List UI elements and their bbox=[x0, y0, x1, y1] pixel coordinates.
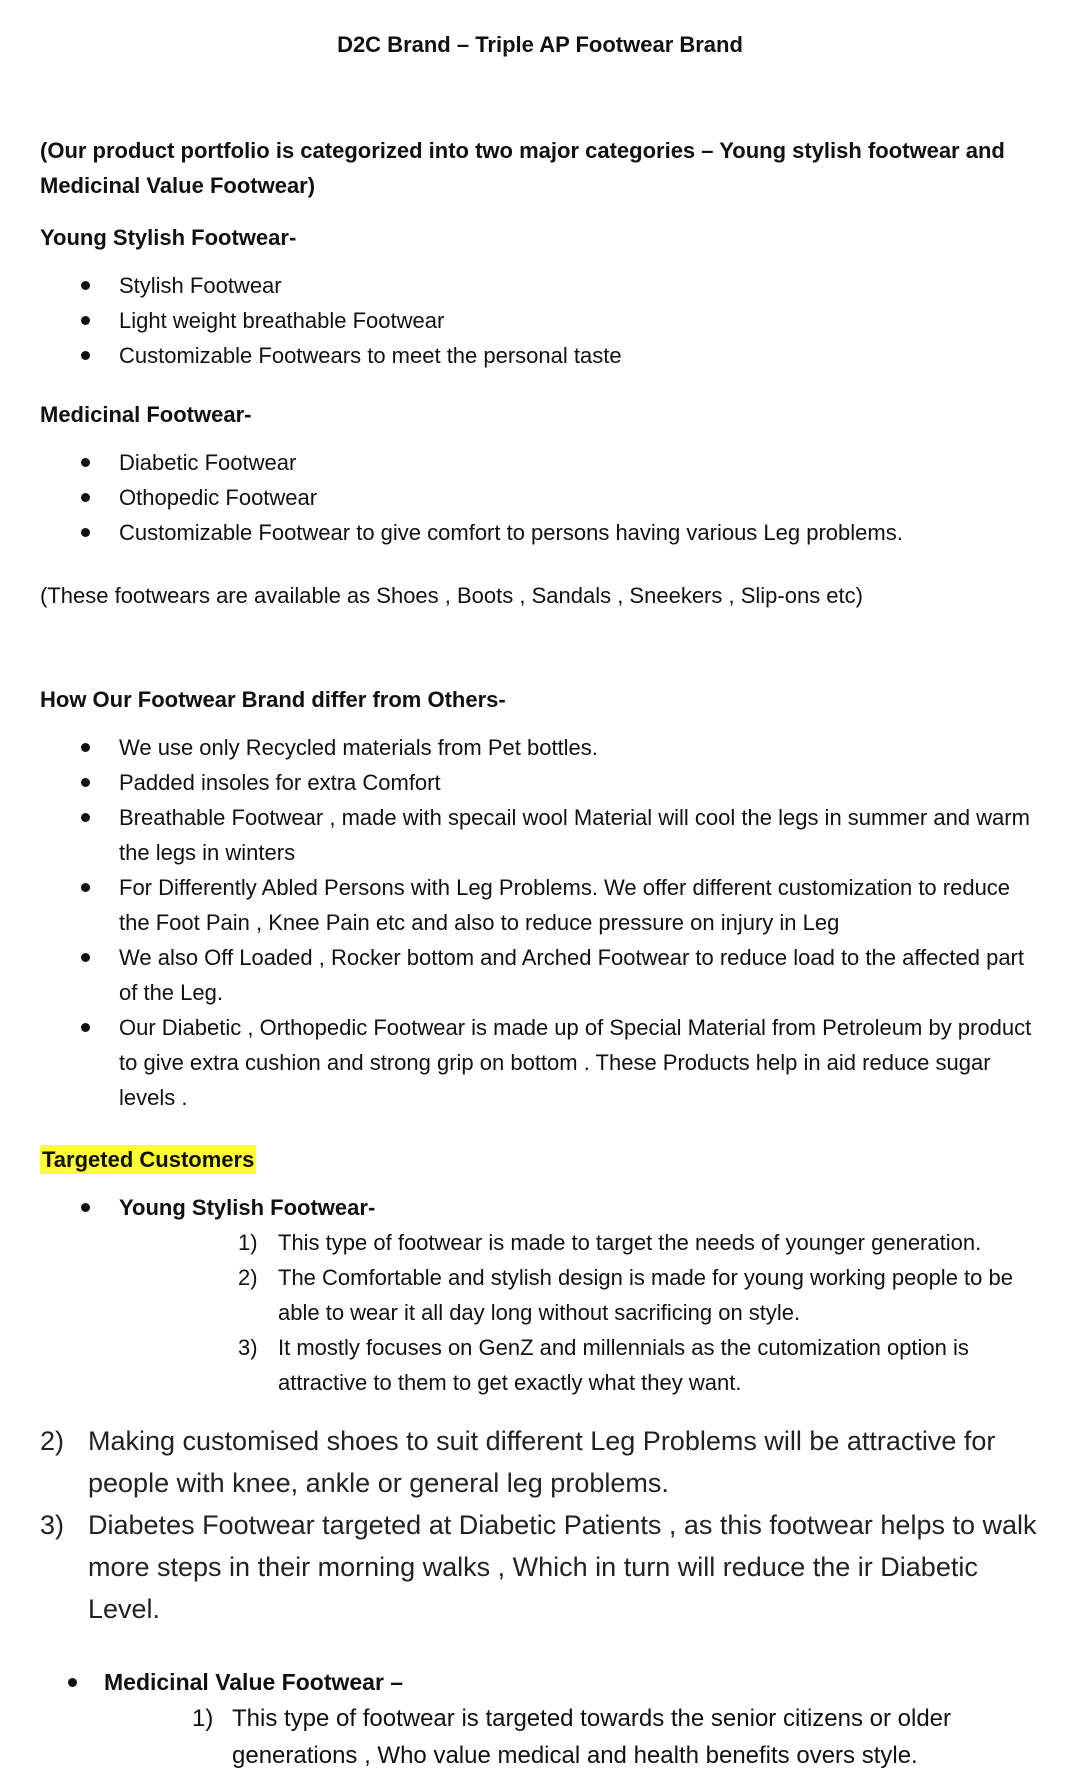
bullet-icon bbox=[81, 458, 90, 467]
list-item: Stylish Footwear bbox=[40, 268, 1040, 303]
medicinal-heading: Medicinal Footwear- bbox=[40, 402, 252, 427]
differ-heading: How Our Footwear Brand differ from Others- bbox=[40, 687, 506, 712]
document-title: D2C Brand – Triple AP Footwear Brand bbox=[337, 32, 743, 57]
bullet-icon bbox=[81, 351, 90, 360]
bullet-icon bbox=[81, 778, 90, 787]
list-item: 1) This type of footwear is made to target the needs of younger generation. bbox=[238, 1230, 982, 1255]
intro-paragraph bbox=[40, 133, 1040, 203]
young-heading: Young Stylish Footwear- bbox=[40, 225, 297, 250]
bullet-icon bbox=[81, 743, 90, 752]
list-item: For Differently Abled Persons with Leg Problems. We offer different customization to reduce the Foot Pain , Knee Pain etc and also to reduce pressure on injury in Leg bbox=[40, 870, 1040, 940]
list-item: We also Off Loaded , Rocker bottom and Arched Footwear to reduce load to the affected part of the Leg. bbox=[40, 940, 1040, 1010]
list-item: We use only Recycled materials from Pet bottles. bbox=[40, 730, 1040, 765]
young-list bbox=[40, 268, 1040, 373]
young-section bbox=[40, 223, 1040, 373]
bullet-icon bbox=[81, 1203, 90, 1212]
medicinal-targeted-section bbox=[40, 1664, 1040, 1774]
list-item: Othopedic Footwear bbox=[40, 480, 1040, 515]
medicinal-targeted-list bbox=[40, 1664, 1040, 1700]
bullet-icon bbox=[68, 1678, 77, 1687]
targeted-heading bbox=[40, 1145, 1040, 1175]
targeted-young-points bbox=[40, 1225, 1040, 1400]
list-item: Light weight breathable Footwear bbox=[40, 303, 1040, 338]
medicinal-targeted-points bbox=[40, 1700, 1040, 1774]
big-points bbox=[40, 1420, 1050, 1630]
list-item: Our Diabetic , Orthopedic Footwear is made up of Special Material from Petroleum by product to give extra cushion and strong grip on bottom . These Products help in aid reduce sugar levels . bbox=[40, 1010, 1040, 1115]
list-item: 1) This type of footwear is targeted towards the senior citizens or older generations , Who value medical and health benefits overs style. bbox=[192, 1705, 952, 1769]
list-item: Medicinal Value Footwear – bbox=[40, 1664, 1040, 1700]
differ-section bbox=[40, 685, 1040, 1115]
medicinal-list bbox=[40, 445, 1040, 550]
list-item: Young Stylish Footwear- bbox=[40, 1190, 1040, 1225]
list-item: Diabetic Footwear bbox=[40, 445, 1040, 480]
bullet-icon bbox=[81, 281, 90, 290]
big-points-list bbox=[40, 1420, 1050, 1630]
bullet-icon bbox=[81, 953, 90, 962]
differ-list bbox=[40, 730, 1040, 1115]
targeted-young-list bbox=[40, 1190, 1040, 1225]
availability-text: (These footwears are available as Shoes , Boots , Sandals , Sneekers , Slip-ons etc) bbox=[40, 583, 863, 608]
bullet-icon bbox=[81, 883, 90, 892]
highlighted-heading: Targeted Customers bbox=[42, 1147, 255, 1172]
list-item: 2) Making customised shoes to suit different Leg Problems will be attractive for people with knee, ankle or general leg problems. bbox=[40, 1426, 996, 1498]
bullet-icon bbox=[81, 528, 90, 537]
intro-text: (Our product portfolio is categorized into two major categories – Young stylish footwear and Medicinal Value Footwear) bbox=[40, 138, 1005, 198]
list-item: Customizable Footwears to meet the personal taste bbox=[40, 338, 1040, 373]
list-item: 2) The Comfortable and stylish design is made for young working people to be able to wear it all day long without sacrificing on style. bbox=[238, 1265, 1013, 1325]
list-item: Padded insoles for extra Comfort bbox=[40, 765, 1040, 800]
list-item: Breathable Footwear , made with specail wool Material will cool the legs in summer and warm the legs in winters bbox=[40, 800, 1040, 870]
list-item: 3) Diabetes Footwear targeted at Diabetic Patients , as this footwear helps to walk more steps in their morning walks , Which in turn will reduce the ir Diabetic Level. bbox=[40, 1510, 1037, 1624]
list-item: Customizable Footwear to give comfort to persons having various Leg problems. bbox=[40, 515, 1040, 550]
medicinal-section bbox=[40, 400, 1040, 550]
bullet-icon bbox=[81, 813, 90, 822]
bullet-icon bbox=[81, 1023, 90, 1032]
bullet-icon bbox=[81, 493, 90, 502]
bullet-icon bbox=[81, 316, 90, 325]
list-item: 3) It mostly focuses on GenZ and millennials as the cutomization option is attractive to them to get exactly what they want. bbox=[238, 1335, 969, 1395]
targeted-section bbox=[40, 1145, 1040, 1400]
availability-note bbox=[40, 578, 1040, 613]
